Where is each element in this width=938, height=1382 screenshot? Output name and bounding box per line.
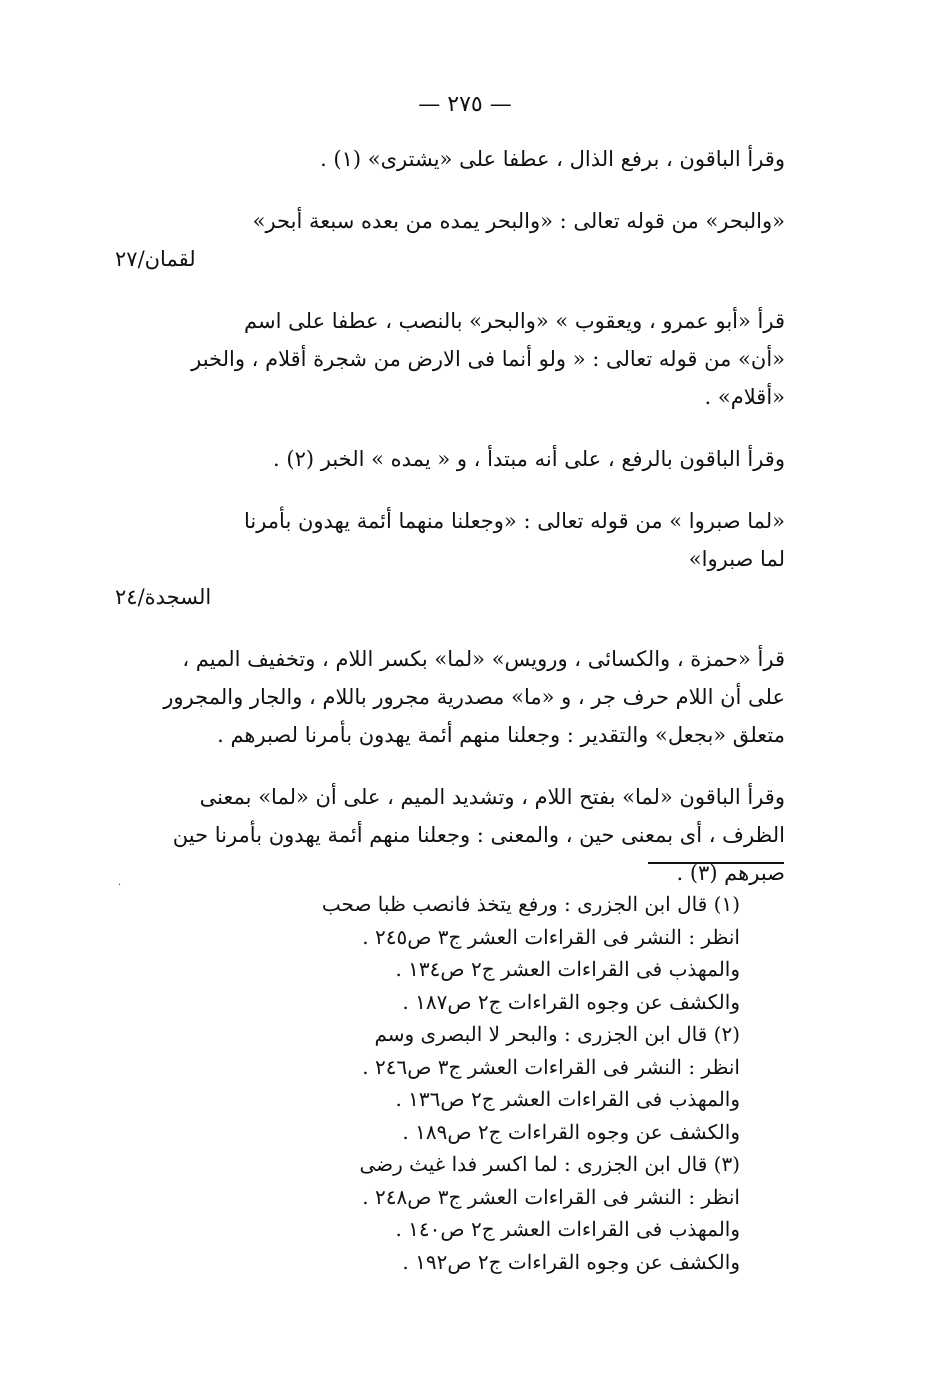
text-line: على أن اللام حرف جر ، و «ما» مصدرية مجرور باللام ، والجار والمجرور xyxy=(163,685,785,709)
footnote-line: انظر : النشر فى القراءات العشر ج٣ ص٢٤٥ . xyxy=(362,924,740,949)
text-line: «أن» من قوله تعالى : « ولو أنما فى الارض من شجرة أقلام ، والخبر xyxy=(191,347,785,371)
paragraph xyxy=(115,502,785,616)
verse-reference: السجدة/٢٤ xyxy=(115,585,212,609)
footnote-line: (٢) قال ابن الجزرى : والبحر لا البصرى وسم xyxy=(374,1022,740,1046)
text-line: وقرأ الباقون بالرفع ، على أنه مبتدأ ، و « يمده » الخبر (٢) . xyxy=(273,447,785,471)
paragraph xyxy=(115,640,785,754)
footnote-line: والكشف عن وجوه القراءات ج٢ ص١٩٢ . xyxy=(402,1249,740,1274)
text-line: وقرأ الباقون «لما» بفتح اللام ، وتشديد الميم ، على أن «لما» بمعنى xyxy=(199,785,785,809)
paragraph xyxy=(115,302,785,416)
paragraph xyxy=(115,440,785,478)
text-line: «لما صبروا » من قوله تعالى : «وجعلنا منهما أئمة يهدون بأمرنا xyxy=(243,509,785,533)
footnote-line: والمهذب فى القراءات العشر ج٢ ص١٣٦ . xyxy=(395,1087,740,1111)
footnote-line: والمهذب فى القراءات العشر ج٢ ص١٤٠ . xyxy=(395,1217,740,1241)
page-number: — ٢٧٥ — xyxy=(418,92,512,117)
scan-speck: · xyxy=(118,880,122,891)
text-line: قرأ «أبو عمرو ، ويعقوب » «والبحر» بالنصب ، عطفا على اسم xyxy=(244,309,785,333)
text-line: الظرف ، أى بمعنى حين ، والمعنى : وجعلنا منهم أئمة يهدون بأمرنا حين xyxy=(172,823,785,847)
text-line: «والبحر» من قوله تعالى : «والبحر يمده من بعده سبعة أبحر» xyxy=(252,209,785,233)
footnote-divider xyxy=(648,862,784,864)
text-line: قرأ «حمزة ، والكسائى ، ورويس» «لما» بكسر اللام ، وتخفيف الميم ، xyxy=(182,647,785,671)
footnote-line: انظر : النشر فى القراءات العشر ج٣ ص٢٤٨ . xyxy=(362,1184,740,1209)
footnote-line: والكشف عن وجوه القراءات ج٢ ص١٨٧ . xyxy=(402,989,740,1014)
text-line: متعلق «بجعل» والتقدير : وجعلنا منهم أئمة يهدون بأمرنا لصبرهم . xyxy=(217,723,785,747)
paragraph xyxy=(115,778,785,892)
footnote-line: والكشف عن وجوه القراءات ج٢ ص١٨٩ . xyxy=(402,1119,740,1144)
footnote-line: انظر : النشر فى القراءات العشر ج٣ ص٢٤٦ . xyxy=(362,1054,740,1079)
footnote-line: (٣) قال ابن الجزرى : لما اكسر فدا غيث رضى xyxy=(359,1152,740,1176)
text-line: «أقلام» . xyxy=(704,385,785,409)
footnote-line: (١) قال ابن الجزرى : ورفع يتخذ فانصب ظبا صحب xyxy=(321,892,740,916)
paragraph xyxy=(115,140,785,178)
main-text xyxy=(115,140,785,916)
footnote-line: والمهذب فى القراءات العشر ج٢ ص١٣٤ . xyxy=(395,957,740,981)
footnotes xyxy=(210,888,740,1278)
text-line: صبرهم (٣) . xyxy=(676,861,785,885)
text-line: وقرأ الباقون ، برفع الذال ، عطفا على «يشترى» (١) . xyxy=(320,147,785,171)
verse-reference: لقمان/٢٧ xyxy=(115,247,196,271)
text-line: لما صبروا» xyxy=(688,547,785,571)
paragraph xyxy=(115,202,785,278)
